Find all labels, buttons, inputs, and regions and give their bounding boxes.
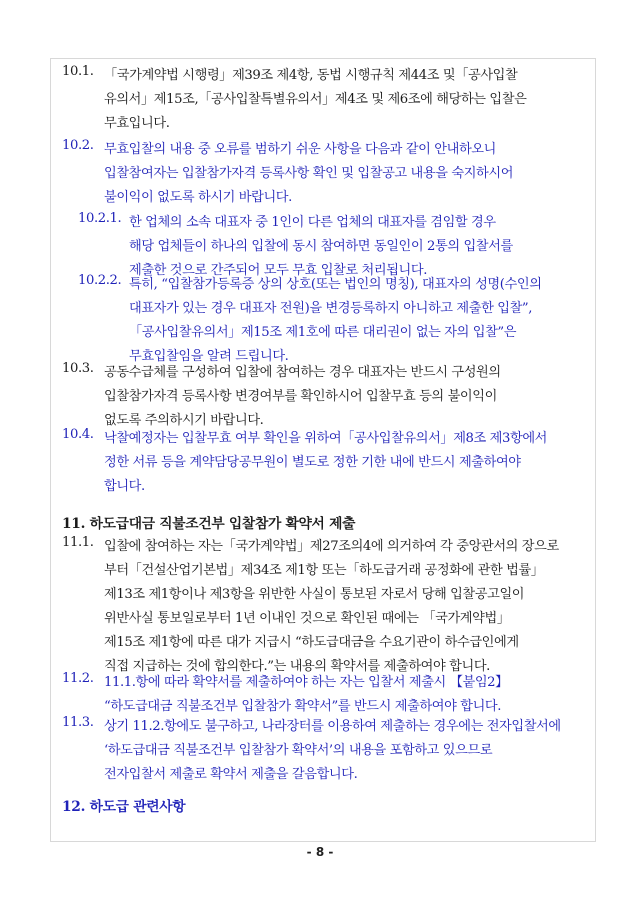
clause-text bbox=[104, 671, 582, 719]
clause-text bbox=[104, 535, 582, 679]
clause-line: 정한 서류 등을 계약담당공무원이 별도로 정한 기한 내에 반드시 제출하여야 bbox=[104, 455, 521, 470]
clause-number: 11.2. bbox=[62, 671, 94, 686]
clause-number: 10.4. bbox=[62, 427, 94, 442]
clause-line: 대표자가 있는 경우 대표자 전원)을 변경등록하지 아니하고 제출한 입찰”, bbox=[129, 301, 533, 316]
clause-line: 11.1.항에 따라 확약서를 제출하여야 하는 자는 입찰서 제출시 【붙임2】 bbox=[104, 675, 508, 690]
clause-line: 공동수급체를 구성하여 입찰에 참여하는 경우 대표자는 반드시 구성원의 bbox=[104, 365, 501, 380]
clause-text bbox=[104, 427, 582, 499]
clause-10-3 bbox=[62, 361, 582, 433]
clause-10-2 bbox=[62, 138, 582, 210]
clause-number: 10.1. bbox=[62, 64, 94, 79]
clause-line: 합니다. bbox=[104, 479, 145, 494]
clause-text bbox=[104, 361, 582, 433]
clause-line: 유의서」제15조,「공사입찰특별유의서」제4조 및 제6조에 해당하는 입찰은 bbox=[104, 92, 527, 107]
clause-line: 입찰참여자는 입찰참가자격 등록사항 확인 및 입찰공고 내용을 숙지하시어 bbox=[104, 166, 514, 181]
clause-line: 직접 지급하는 것에 합의한다.”는 내용의 확약서를 제출하여야 합니다. bbox=[104, 659, 490, 674]
clause-line: 상기 11.2.항에도 불구하고, 나라장터를 이용하여 제출하는 경우에는 전자입찰서에 bbox=[104, 719, 561, 734]
clause-line: 전자입찰서 제출로 확약서 제출을 갈음합니다. bbox=[104, 767, 358, 782]
clause-line: 입찰참가자격 등록사항 변경여부를 확인하시어 입찰무효 등의 불이익이 bbox=[104, 389, 497, 404]
clause-line: 없도록 주의하시기 바랍니다. bbox=[104, 413, 264, 428]
clause-text bbox=[104, 138, 582, 210]
clause-line: 낙찰예정자는 입찰무효 여부 확인을 위하여「공사입찰유의서」제8조 제3항에서 bbox=[104, 431, 548, 446]
clause-line: 입찰에 참여하는 자는「국가계약법」제27조의4에 의거하여 각 중앙관서의 장으로 bbox=[104, 539, 559, 554]
clause-line: 부터「건설산업기본법」제34조 제1항 또는「하도급거래 공정화에 관한 법률」 bbox=[104, 563, 544, 578]
section-heading-12: 12. 하도급 관련사항 bbox=[62, 799, 186, 815]
clause-line: 무효입니다. bbox=[104, 116, 170, 131]
clause-line: 특히, “입찰참가등록증 상의 상호(또는 법인의 명칭), 대표자의 성명(수인의 bbox=[129, 277, 542, 292]
clause-number: 11.1. bbox=[62, 535, 94, 550]
clause-line: “하도급대금 직불조건부 입찰참가 확약서”를 반드시 제출하여야 합니다. bbox=[104, 699, 502, 714]
clause-11-3 bbox=[62, 715, 582, 787]
clause-line: 제13조 제1항이나 제3항을 위반한 사실이 통보된 자로서 당해 입찰공고일이 bbox=[104, 587, 525, 602]
clause-line: 한 업체의 소속 대표자 중 1인이 다른 업체의 대표자를 겸임할 경우 bbox=[129, 215, 496, 230]
clause-text bbox=[104, 64, 582, 136]
clause-line: 제15조 제1항에 따른 대가 지급시 “하도급대금을 수요기관이 하수급인에게 bbox=[104, 635, 519, 650]
clause-11-1 bbox=[62, 535, 582, 679]
clause-line: ‘하도급대금 직불조건부 입찰참가 확약서’의 내용을 포함하고 있으므로 bbox=[104, 743, 493, 758]
page-number: - 8 - bbox=[306, 845, 334, 859]
clause-10-4 bbox=[62, 427, 582, 499]
clause-line: 제출한 것으로 간주되어 모두 무효 입찰로 처리됩니다. bbox=[129, 263, 428, 278]
clause-line: 무효입찰의 내용 중 오류를 범하기 쉬운 사항을 다음과 같이 안내하오니 bbox=[104, 142, 496, 157]
clause-10-2-2 bbox=[78, 273, 584, 369]
clause-text bbox=[129, 273, 584, 369]
clause-number: 11.3. bbox=[62, 715, 94, 730]
clause-11-2 bbox=[62, 671, 582, 719]
clause-line: 위반사실 통보일로부터 1년 이내인 것으로 확인된 때에는 「국가계약법」 bbox=[104, 611, 510, 626]
clause-number: 10.2.1. bbox=[78, 211, 122, 226]
clause-line: 불이익이 없도록 하시기 바랍니다. bbox=[104, 190, 292, 205]
clause-line: 해당 업체들이 하나의 입찰에 동시 참여하면 동일인이 2통의 입찰서를 bbox=[129, 239, 513, 254]
clause-line: 「공사입찰유의서」제15조 제1호에 따른 대리권이 없는 자의 입찰”은 bbox=[129, 325, 517, 340]
clause-line: 「국가계약법 시행령」제39조 제4항, 동법 시행규칙 제44조 및「공사입찰 bbox=[104, 68, 518, 83]
clause-number: 10.2.2. bbox=[78, 273, 122, 288]
clause-text bbox=[104, 715, 582, 787]
clause-10-1 bbox=[62, 64, 582, 136]
clause-number: 10.2. bbox=[62, 138, 94, 153]
clause-line: 무효입찰임을 알려 드립니다. bbox=[129, 349, 289, 364]
clause-number: 10.3. bbox=[62, 361, 94, 376]
section-heading-11: 11. 하도급대금 직불조건부 입찰참가 확약서 제출 bbox=[62, 516, 356, 532]
